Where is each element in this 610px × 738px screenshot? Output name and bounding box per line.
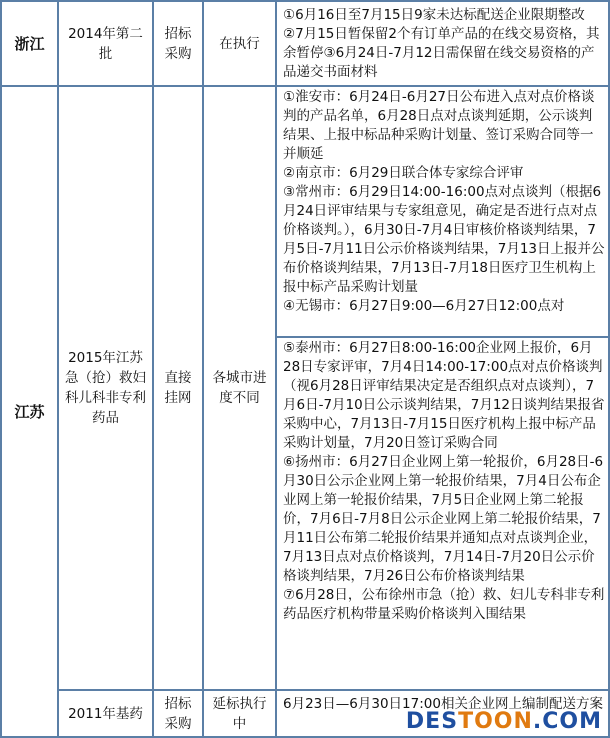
status-label: 在执行 xyxy=(219,35,260,52)
province-zhejiang xyxy=(2,2,57,85)
detail-item: ①淮安市：6月24日-6月27日公布进入点对点价格谈判的产品名单，6月28日点对点谈判延期，公示谈判结果、上报中标品种采购计划量、签订采购合同等一并顺延 xyxy=(283,89,595,162)
detail-text: ①6月16日至7月15日9家未达标配送企业限期整改②7月15日暂保留2个有订单产品的在线交易资格，其余暂停③6月24日-7月12日需保留在线交易资格的产品递交书面材料 xyxy=(283,7,600,80)
batch-label: 2015年江苏急（抢）救妇科儿科非专利药品 xyxy=(65,350,146,426)
detail-item: ⑤泰州市：6月27日8:00-16:00企业网上报价，6月28日专家评审，7月4日14:00-17:00点对点价格谈判（视6月28日评审结果决定是否组织点对点谈判），7月6日-7月10日公示谈判结果，7月12日谈判结果报省采购中心，7月13日-7月15日医疗机构上报中标产品采购计划量，7月20日签订采购合同 xyxy=(283,340,605,451)
batch-label: 2011年基药 xyxy=(68,705,143,722)
grid-line xyxy=(277,336,610,338)
grid-line xyxy=(57,0,59,738)
batch-cell xyxy=(59,2,152,85)
province-label: 浙江 xyxy=(14,35,45,53)
province-jiangsu xyxy=(2,87,57,736)
watermark-part-3: .COM xyxy=(532,708,602,734)
grid-line xyxy=(0,0,610,2)
status-cell xyxy=(204,691,275,736)
detail-cell-bottom xyxy=(277,338,608,689)
grid-line xyxy=(0,0,2,738)
batch-cell xyxy=(59,691,152,736)
detail-item: ③常州市：6月29日14:00-16:00点对点谈判（根据6月24日评审结果与专家组意见，确定是否进行点对点价格谈判。），6月30日-7月4日审核价格谈判结果，7月5日-7月11日公示价格谈判结果，7月13日上报并公布价格谈判结果，7月13日-7月18日医疗卫生机构上报中标产品采购计划量 xyxy=(283,184,605,295)
watermark-part-2: TOON xyxy=(458,708,533,734)
method-cell xyxy=(154,691,202,736)
detail-cell-top xyxy=(277,87,608,336)
batch-cell xyxy=(59,87,152,689)
status-label: 各城市进度不同 xyxy=(212,370,267,406)
status-label: 延标执行中 xyxy=(212,695,267,732)
method-cell xyxy=(154,2,202,85)
grid-line xyxy=(57,689,610,691)
detail-item: ⑦6月28日，公布徐州市急（抢）救、妇儿专科非专利药品医疗机构带量采购价格谈判入围结果 xyxy=(283,587,605,622)
grid-line xyxy=(0,85,610,87)
detail-item: ②南京市：6月29日联合体专家综合评审 xyxy=(283,165,524,181)
grid-line xyxy=(202,0,204,738)
method-label: 直接挂网 xyxy=(164,370,192,406)
batch-label: 2014年第二批 xyxy=(68,25,143,62)
detail-text: 6月23日—6月30日17:00相关企业网上编制配送方案 xyxy=(283,696,603,712)
status-cell xyxy=(204,87,275,689)
method-cell xyxy=(154,87,202,689)
watermark-part-1: DES xyxy=(405,708,459,734)
destoon-watermark xyxy=(406,708,602,734)
province-label: 江苏 xyxy=(14,403,45,421)
detail-item: ⑥扬州市：6月27日企业网上第一轮报价，6月28日-6月30日公示企业网上第一轮报价结果，7月4日公布企业网上第一轮报价结果，7月5日企业网上第二轮报价，7月6日-7月8日公示企业网上第二轮报价结果，7月11日公布第二轮报价结果并通知点对点谈判企业，7月13日点对点价格谈判，7月14日-7月20日公示价格谈判结果，7月26日公布价格谈判结果 xyxy=(283,454,604,584)
method-label: 招标采购 xyxy=(164,695,192,732)
grid-line xyxy=(152,0,154,738)
status-cell xyxy=(204,2,275,85)
grid-line xyxy=(275,0,277,738)
detail-item: ④无锡市：6月27日9:00—6月27日12:00点对 xyxy=(283,298,565,314)
detail-cell xyxy=(277,2,608,85)
method-label: 招标采购 xyxy=(164,25,192,62)
